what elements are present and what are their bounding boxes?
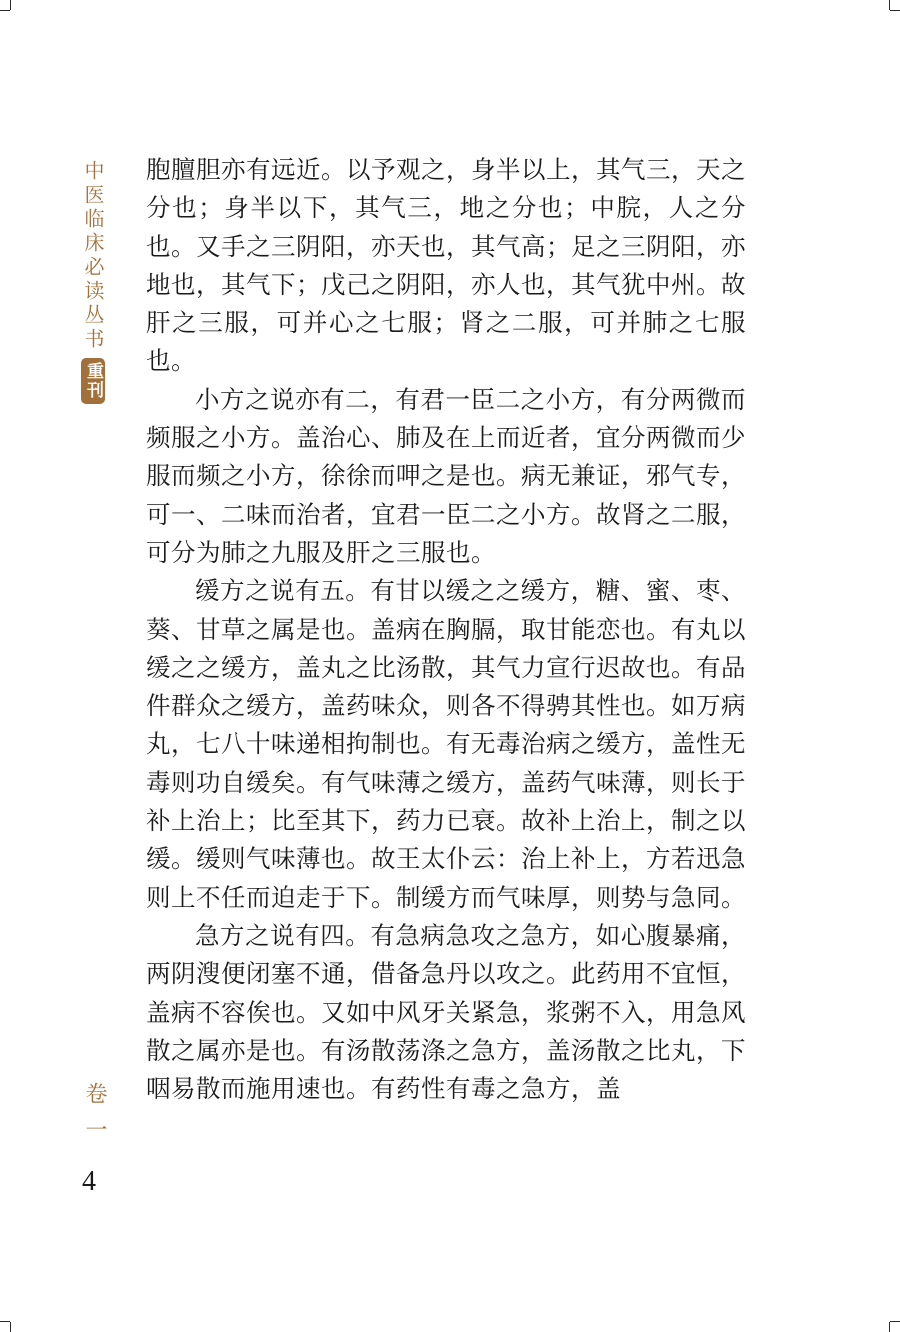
paragraph: 小方之说亦有二，有君一臣二之小方，有分两微而频服之小方。盖治心、肺及在上而近者，宜分两微而少服而频之小方，徐徐而呷之是也。病无兼证，邪气专，可一、二味而治者，宜君一臣二之小方。故肾之二服，可分为肺之九服及肝之三服也。 [146, 384, 746, 567]
crop-mark-top-left-vertical [10, 0, 11, 10]
paragraph: 缓方之说有五。有甘以缓之之缓方，糖、蜜、枣、葵、甘草之属是也。盖病在胸膈，取甘能恋也。有丸以缓之之缓方，盖丸之比汤散，其气力宣行迟故也。有品件群众之缓方，盖药味众，则各不得骋其性也。如万病丸，七八十味递相拘制也。有无毒治病之缓方，盖性无毒则功自缓矣。有气味薄之缓方，盖药气味薄，则长于补上治上；比至其下，药力已衰。故补上治上，制之以缓。缓则气味薄也。故王太仆云：治上补上，方若迅急则上不任而迫走于下。制缓方而气味厚，则势与急同。 [146, 576, 746, 912]
crop-mark-bottom-right-horizontal [890, 1321, 900, 1322]
crop-mark-bottom-right-vertical [889, 1322, 890, 1332]
paragraph: 胞膻胆亦有远近。以予观之，身半以上，其气三，天之分也；身半以下，其气三，地之分也；中脘，人之分也。又手之三阴阳，亦天也，其气高；足之三阴阳，亦地也，其气下；戊己之阴阳，亦人也，其气犹中州。故肝之三服，可并心之七服；肾之二服，可并肺之七服也。 [146, 155, 746, 376]
crop-mark-top-right-vertical [889, 0, 890, 10]
paragraph: 急方之说有四。有急病急攻之急方，如心腹暴痛，两阴溲便闭塞不通，借备急丹以攻之。此药用不宜恒，盖病不容俟也。又如中风牙关紧急，浆粥不入，用急风散之属亦是也。有汤散荡涤之急方，盖汤散之比丸，下咽易散而施用速也。有药性有毒之急方，盖 [146, 920, 746, 1104]
crop-mark-bottom-left-vertical [10, 1322, 11, 1332]
page-number: 4 [82, 1166, 96, 1197]
crop-mark-top-right-horizontal [890, 10, 900, 11]
series-seal-badge: 重刊 [81, 358, 105, 404]
main-text [146, 151, 746, 1108]
series-title-column [81, 160, 105, 404]
series-title: 中医临床必读丛书 [81, 160, 105, 352]
crop-mark-bottom-left-horizontal [0, 1321, 10, 1322]
volume-label: 卷一 [82, 1082, 107, 1154]
crop-mark-top-left-horizontal [0, 10, 10, 11]
